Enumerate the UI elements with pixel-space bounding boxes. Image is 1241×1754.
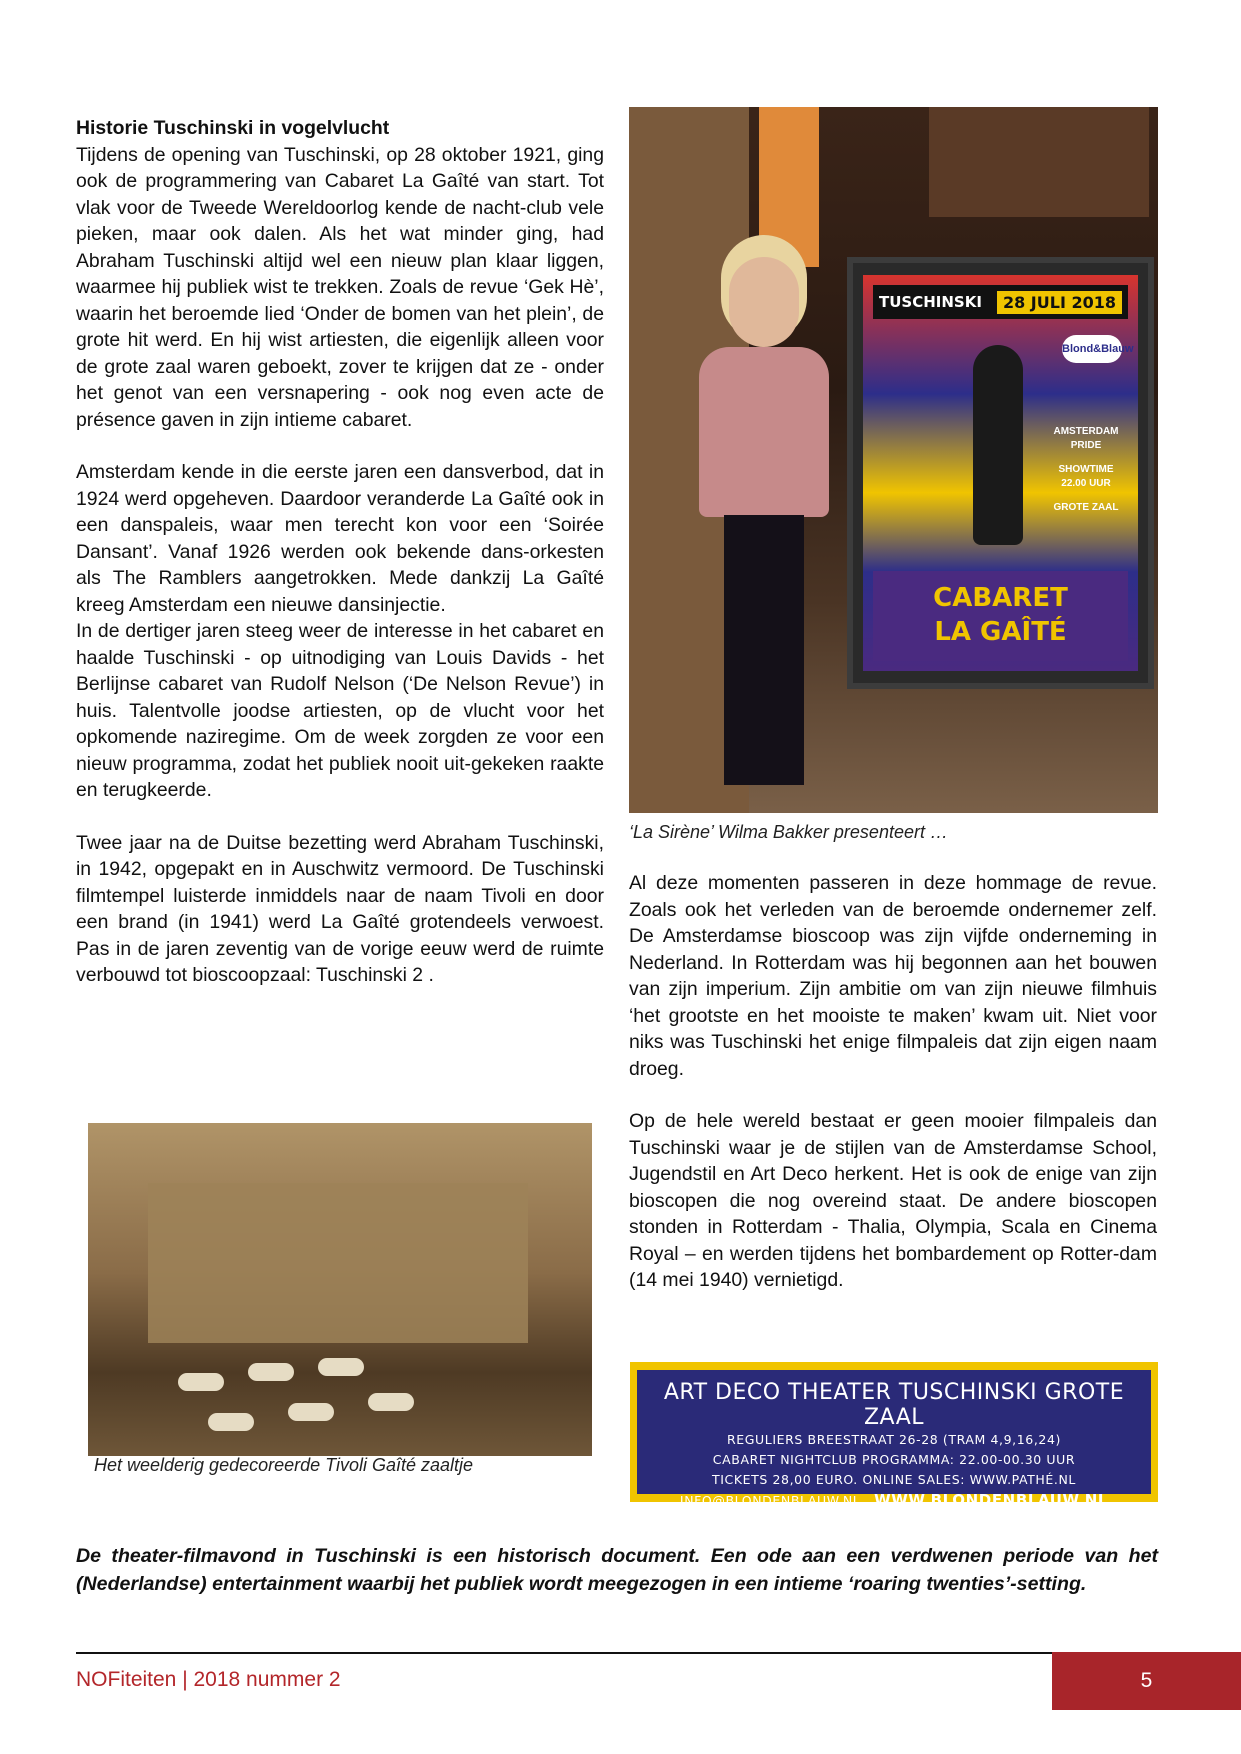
ad-website[interactable]: WWW.BLONDENBLAUW.NL bbox=[874, 1491, 1109, 1509]
paragraph-hommage: Al deze momenten passeren in deze hommage de revue. Zoals ook het verleden van de beroemde ondernemer zelf. De Amsterdamse bioscoop was zijn vijfde onderneming in Nederland. In Rotterdam was hij begonnen aan het bouwen van zijn imperium. Zijn ambitie om van zijn nieuwe filmhuis ‘het grootste en het mooiste te maken’ kwam uit. Niet voor niks was Tuschinski het enige filmpaleis dat zijn eigen naam droeg. bbox=[629, 872, 1157, 1080]
footer-publication: NOFiteiten | 2018 nummer 2 bbox=[76, 1668, 341, 1691]
dancer-figure bbox=[973, 345, 1023, 545]
poster-info-showtime: SHOWTIME 22.00 UUR bbox=[1058, 464, 1114, 489]
ticket-ad bbox=[630, 1362, 1158, 1509]
tivoli-caption: Het weelderig gedecoreerde Tivoli Gaîté zaaltje bbox=[94, 1455, 474, 1475]
paragraph-dansverbod: Amsterdam kende in die eerste jaren een dansverbod, dat in 1924 werd opgeheven. Daardoor veranderde La Gaîté ook in een danspaleis, waar men terecht kon voor een ‘Soirée Dansant’. Vanaf 1926 werden ook bekende dans-orkesten als The Ramblers aangetrokken. Mede dankzij La Gaîté kreeg Amsterdam een nieuwe dansinjectie. bbox=[76, 461, 604, 616]
ad-email[interactable]: INFO@BLONDENBLAUW.NL bbox=[679, 1493, 861, 1508]
page-number: 5 bbox=[1052, 1652, 1241, 1710]
section-heading: Historie Tuschinski in vogelvlucht bbox=[76, 117, 390, 139]
footer-rule bbox=[76, 1652, 1052, 1654]
ad-tickets: TICKETS 28,00 EURO. ONLINE SALES: WWW.PATHÉ.NL bbox=[712, 1472, 1076, 1487]
ad-address: REGULIERS BREESTRAAT 26-28 (TRAM 4,9,16,24) bbox=[726, 1432, 1062, 1447]
ad-title: ART DECO THEATER TUSCHINSKI GROTE ZAAL bbox=[663, 1380, 1125, 1430]
cabaret-poster bbox=[847, 257, 1154, 689]
right-column bbox=[629, 870, 1157, 1294]
poster-title-line1: CABARET bbox=[933, 583, 1068, 613]
paragraph-dertiger-jaren: In de dertiger jaren steeg weer de interesse in het cabaret en haalde Tuschinski - op uitnodiging van Louis Davids - het Berlijnse cabaret van Rudolf Nelson (‘De Nelson Revue’) in huis. Talentvolle joodse artiesten, op de vlucht voor het opkomende naziregime. Om de week zorgden ze voor een nieuw programma, zodat het publiek nooit uit-gekeken raakte en terugkeerde. bbox=[76, 620, 604, 801]
poster-info-zaal: GROTE ZAAL bbox=[1053, 502, 1119, 513]
poster-logo: Blond&Blauw bbox=[1062, 335, 1122, 363]
left-column bbox=[76, 115, 604, 989]
closing-statement: De theater-filmavond in Tuschinski is een historisch document. Een ode aan een verdwenen periode van het (Nederlandse) entertainment waarbij het publiek wordt meegezogen in een intieme ‘roaring twenties’-setting. bbox=[76, 1545, 1158, 1595]
presenter-figure bbox=[689, 257, 839, 813]
presenter-photo bbox=[629, 107, 1158, 813]
paragraph-bezetting: Twee jaar na de Duitse bezetting werd Abraham Tuschinski, in 1942, opgepakt en in Auschwitz vermoord. De Tuschinski filmtempel luisterde inmiddels naar de naam Tivoli en door een brand (in 1941) werd La Gaîté grotendeels verwoest. Pas in de jaren zeventig van de vorige eeuw werd de ruimte verbouwd tot bioscoopzaal: Tuschinski 2 . bbox=[76, 831, 604, 986]
presenter-caption: ‘La Sirène’ Wilma Bakker presenteert … bbox=[629, 822, 948, 842]
paragraph-filmpaleis: Op de hele wereld bestaat er geen mooier filmpaleis dan Tuschinski waar je de stijlen van de Amsterdamse School, Jugendstil en Art Deco herkent. Het is ook de enige van zijn bioscopen die nog overeind staat. De andere bioscopen stonden in Rotterdam - Thalia, Olympia, Scala en Cinema Royal – en werden tijdens het bombardement op Rotter-dam (14 mei 1940) vernietigd. bbox=[629, 1110, 1157, 1291]
paragraph-opening: Tijdens de opening van Tuschinski, op 28 oktober 1921, ging ook de programmering van Cabaret La Gaîté van start. Tot vlak voor de Tweede Wereldoorlog kende de nacht-club vele pieken, maar ook dalen. Als het wat minder ging, had Abraham Tuschinski altijd wel een nieuw plan klaar liggen, waarmee hij publiek wist te trekken. Zoals de revue ‘Gek Hè’, waarin het beroemde lied ‘Onder de bomen van het plein’, de grote hit werd. En hij wist artiesten, die eigenlijk alleen voor de grote zaal waren geboekt, zover te krijgen dat ze - onder het genot van een versnapering - ook nog even acte de présence gaven in zijn intieme cabaret. bbox=[76, 143, 604, 431]
ad-program: CABARET NIGHTCLUB PROGRAMMA: 22.00-00.30 UUR bbox=[712, 1452, 1076, 1467]
poster-title-line2: LA GAÎTÉ bbox=[934, 617, 1067, 647]
tivoli-photo bbox=[88, 1123, 592, 1456]
poster-date: 28 JULI 2018 bbox=[997, 291, 1122, 314]
poster-title bbox=[873, 571, 1128, 661]
poster-info-pride: AMSTERDAM PRIDE bbox=[1053, 426, 1119, 451]
poster-brand: TUSCHINSKI bbox=[879, 293, 982, 311]
